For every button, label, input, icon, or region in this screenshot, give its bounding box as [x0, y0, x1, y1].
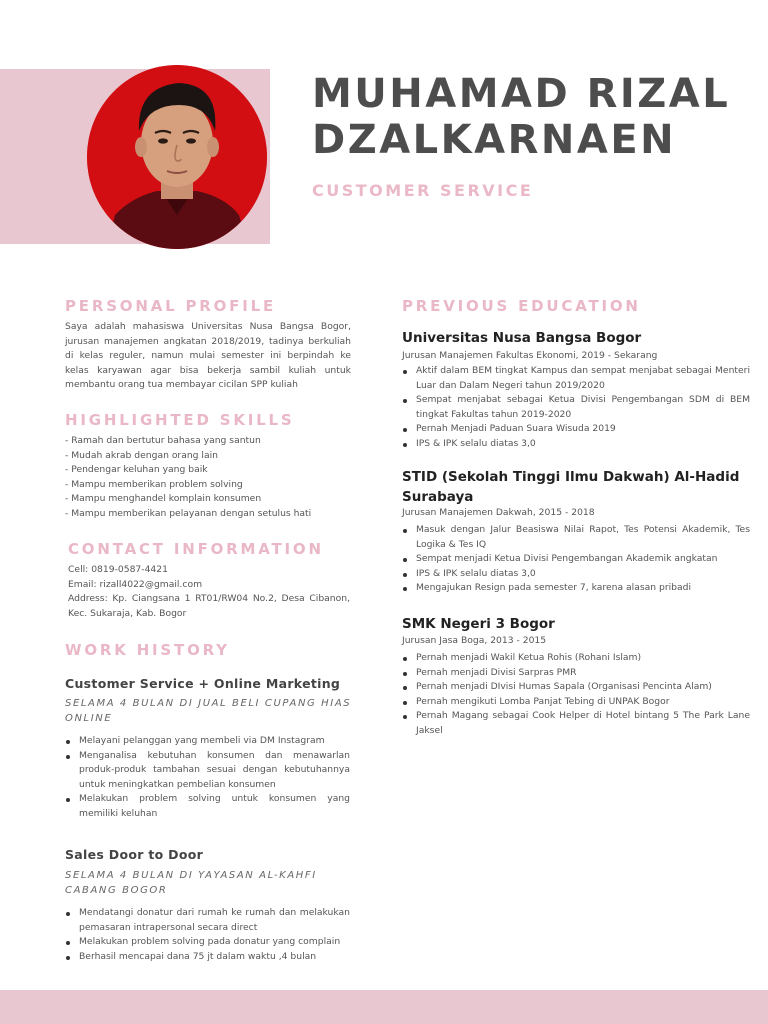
personal-profile-text: Saya adalah mahasiswa Universitas Nusa Bangsa Bogor, jurusan manajemen angkatan 2018/2019, tadinya berkuliah di kelas reguler, namun mulai semester ini berpindah ke kelas karyawan agar bisa bekerja sambil kuliah untuk membantu orang tua membayar cicilan SPP kuliah — [65, 321, 351, 391]
school-name-1: Universitas Nusa Bangsa Bogor — [402, 330, 642, 346]
list-item: IPS & IPK selalu diatas 3,0 — [402, 567, 750, 582]
job-subtitle-2: SELAMA 4 BULAN DI YAYASAN AL-KAHFI CABANG BOGOR — [65, 870, 317, 896]
job-title-2: Sales Door to Door — [65, 847, 204, 862]
school-name-2: STID (Sekolah Tinggi Ilmu Dakwah) Al-Hadid Surabaya — [402, 469, 740, 505]
bullet-icon — [403, 715, 407, 719]
school-2-bullets — [402, 523, 750, 596]
section-title-contact: CONTACT INFORMATION — [68, 540, 324, 558]
list-item: IPS & IPK selalu diatas 3,0 — [402, 437, 750, 452]
skill-item: - Mampu menghandel komplain konsumen — [65, 493, 262, 505]
section-title-skills: HIGHLIGHTED SKILLS — [65, 411, 295, 429]
bullet-icon — [403, 573, 407, 577]
school-3-bullets — [402, 651, 750, 739]
bullet-icon — [66, 740, 70, 744]
skill-item: - Ramah dan bertutur bahasa yang santun — [65, 435, 261, 446]
list-item: Pernah menjadi DIvisi Humas Sapala (Organisasi Pencinta Alam) — [402, 680, 750, 695]
bullet-icon — [403, 686, 407, 690]
skill-item: - Mampu memberikan pelayanan dengan setulus hati — [65, 507, 312, 519]
job-subtitle-1: SELAMA 4 BULAN DI JUAL BELI CUPANG HIAS ONLINE — [65, 698, 352, 724]
bullet-icon — [403, 701, 407, 705]
list-item: Pernah menjadi Wakil Ketua Rohis (Rohani Islam) — [402, 651, 750, 666]
skill-item: - Mampu memberikan problem solving — [65, 478, 243, 490]
list-item: Pernah Magang sebagai Cook Helper di Hotel bintang 5 The Park Lane Jaksel — [402, 709, 750, 738]
bullet-icon — [403, 443, 407, 447]
name-line-1: MUHAMAD RIZAL — [312, 71, 731, 117]
list-item: Masuk dengan Jalur Beasiswa Nilai Rapot, Tes Potensi Akademik, Tes Logika & Tes IQ — [402, 523, 750, 552]
bullet-icon — [66, 912, 70, 916]
bullet-icon — [403, 672, 407, 676]
bullet-icon — [403, 529, 407, 533]
list-item: Berhasil mencapai dana 75 jt dalam waktu ,4 bulan — [65, 950, 350, 965]
name-line-2: DZALKARNAEN — [312, 117, 677, 163]
school-detail-1: Jurusan Manajemen Fakultas Ekonomi, 2019 - Sekarang — [402, 350, 658, 361]
job-1-bullets — [65, 734, 350, 822]
section-title-work-history: WORK HISTORY — [65, 641, 230, 659]
list-item: Melayani pelanggan yang membeli via DM Instagram — [65, 734, 350, 749]
bullet-icon — [66, 755, 70, 759]
bullet-icon — [403, 399, 407, 403]
skills-list — [65, 434, 355, 522]
list-item: Pernah menjadi Divisi Sarpras PMR — [402, 666, 750, 681]
list-item: Mendatangi donatur dari rumah ke rumah dan melakukan pemasaran intrapersonal secara direct — [65, 906, 350, 935]
bullet-icon — [66, 941, 70, 945]
bullet-icon — [403, 370, 407, 374]
job-role: CUSTOMER SERVICE — [312, 181, 534, 200]
contact-email: Email: rizall4022@gmail.com — [68, 578, 203, 590]
contact-cell: Cell: 0819-0587-4421 — [68, 564, 168, 575]
list-item: Melakukan problem solving untuk konsumen yang memiliki keluhan — [65, 792, 350, 821]
school-detail-3: Jurusan Jasa Boga, 2013 - 2015 — [402, 635, 547, 646]
list-item: Pernah mengikuti Lomba Panjat Tebing di UNPAK Bogor — [402, 695, 750, 710]
list-item: Mengajukan Resign pada semester 7, karena alasan pribadi — [402, 581, 750, 596]
school-name-3: SMK Negeri 3 Bogor — [402, 616, 555, 632]
skill-item: - Mudah akrab dengan orang lain — [65, 449, 218, 461]
footer-accent-band — [0, 990, 768, 1024]
bullet-icon — [403, 657, 407, 661]
bullet-icon — [403, 587, 407, 591]
section-title-education: PREVIOUS EDUCATION — [402, 297, 641, 315]
skill-item: - Pendengar keluhan yang baik — [65, 464, 208, 476]
list-item: Sempat menjadi Ketua Divisi Pengembangan Akademik angkatan — [402, 552, 750, 567]
contact-address: Address: Kp. Ciangsana 1 RT01/RW04 No.2, Desa Cibanon, Kec. Sukaraja, Kab. Bogor — [68, 593, 350, 619]
portrait-illustration — [87, 65, 267, 249]
list-item: Sempat menjabat sebagai Ketua Divisi Pengembangan SDM di BEM tingkat Fakultas tahun 2019-2020 — [402, 393, 750, 422]
job-2-bullets — [65, 906, 350, 964]
profile-photo — [87, 65, 267, 249]
list-item: Aktif dalam BEM tingkat Kampus dan sempat menjabat sebagai Menteri Luar dan Dalam Negeri tahun 2019/2020 — [402, 364, 750, 393]
section-title-personal-profile: PERSONAL PROFILE — [65, 297, 277, 315]
bullet-icon — [66, 798, 70, 802]
list-item: Melakukan problem solving pada donatur yang complain — [65, 935, 350, 950]
contact-info — [68, 563, 350, 621]
list-item: Menganalisa kebutuhan konsumen dan menawarlan produk-produk tambahan sesuai dengan kebutuhannya untuk meningkatkan pembelian konsumen — [65, 749, 350, 793]
school-1-bullets — [402, 364, 750, 452]
bullet-icon — [66, 956, 70, 960]
candidate-name — [312, 71, 730, 163]
bullet-icon — [403, 558, 407, 562]
bullet-icon — [403, 428, 407, 432]
job-title-1: Customer Service + Online Marketing — [65, 676, 341, 691]
list-item: Pernah Menjadi Paduan Suara Wisuda 2019 — [402, 422, 750, 437]
school-detail-2: Jurusan Manajemen Dakwah, 2015 - 2018 — [402, 507, 595, 518]
